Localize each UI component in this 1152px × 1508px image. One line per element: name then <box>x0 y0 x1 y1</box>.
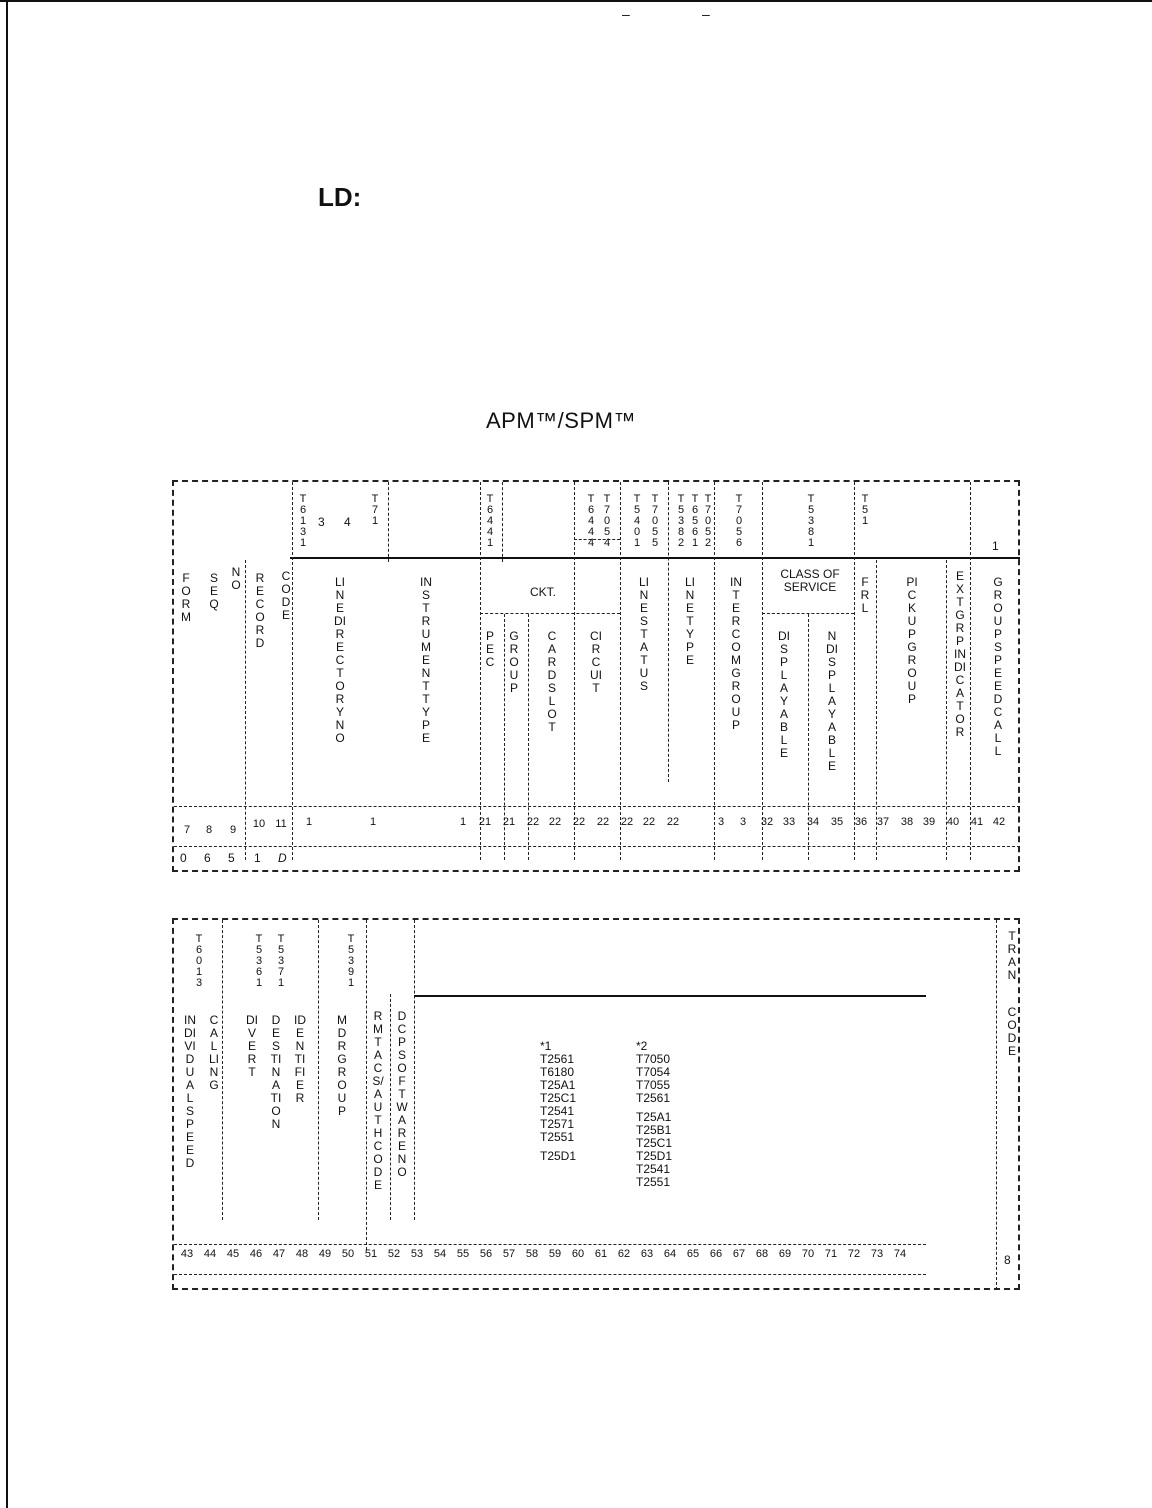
colnum: 21 <box>478 816 492 828</box>
lower-col-sep <box>222 920 223 1220</box>
colnum: 49 <box>318 1248 332 1260</box>
note1-list <box>540 1040 576 1163</box>
header-group-speed-call: GROUP SPEED CALL <box>993 575 1006 758</box>
colnum: 41 <box>970 816 984 828</box>
page-left-border <box>6 0 8 1508</box>
colnum: 66 <box>709 1248 723 1260</box>
colnum: 37 <box>876 816 890 828</box>
list-item: T25D1 <box>636 1149 673 1163</box>
header-record: RECORD <box>255 571 265 650</box>
header-pec: PEC <box>485 629 495 669</box>
lower-col-sep <box>390 994 391 1220</box>
header-code: CODE <box>1007 1005 1017 1058</box>
list-item: T25A1 <box>540 1078 576 1092</box>
prefilled-6: 6 <box>204 851 211 865</box>
colnum: 50 <box>341 1248 355 1260</box>
colnum: 57 <box>502 1248 516 1260</box>
upper-col-sep <box>388 482 389 562</box>
colnum: 58 <box>525 1248 539 1260</box>
colnum: 42 <box>992 816 1006 828</box>
header-line-directory-no: LINE DIRECTORY NO <box>334 575 348 745</box>
tcode-t6444: T6444 <box>587 493 595 549</box>
colnum: 3 <box>739 816 747 828</box>
colnum: 38 <box>900 816 914 828</box>
tcode-t5371: T5371 <box>277 933 285 989</box>
lower-numbers-bottom <box>174 1274 926 1275</box>
colnum: 36 <box>854 816 868 828</box>
list-item: T2551 <box>636 1175 671 1189</box>
prefilled-0: 0 <box>180 851 187 865</box>
page-top-border <box>0 0 1152 2</box>
header-individual-speed: INDIVIDUAL SPEED <box>184 1013 197 1170</box>
t6444-box-line <box>574 539 620 540</box>
colnum: 33 <box>782 816 796 828</box>
prefilled-d: D <box>278 851 287 865</box>
colnum: 74 <box>893 1248 907 1260</box>
tcode-t5381: T5381 <box>807 493 815 549</box>
tcode-t7056: T7056 <box>735 493 743 549</box>
colnum: 1 <box>305 816 313 828</box>
lower-tcode-underline <box>414 995 926 997</box>
list-item: T25C1 <box>540 1091 577 1105</box>
colnum: 39 <box>922 816 936 828</box>
header-calling: CALLING <box>208 1013 219 1092</box>
tcode-t51: T51 <box>861 493 869 527</box>
ld-label: LD: <box>318 182 362 212</box>
colnum: 34 <box>806 816 820 828</box>
note2-label: *2 <box>636 1039 648 1053</box>
colnum: 10 <box>252 818 266 830</box>
colnum: 40 <box>946 816 960 828</box>
tcode-4: 4 <box>344 515 351 529</box>
page-title: APM™/SPM™ <box>486 408 636 433</box>
colnum: 44 <box>203 1248 217 1260</box>
colnum: 62 <box>617 1248 631 1260</box>
colnum: 61 <box>594 1248 608 1260</box>
ckt-underline <box>480 613 620 614</box>
colnum: 3 <box>717 816 725 828</box>
list-item: T2561 <box>540 1052 575 1066</box>
header-line-type: LINE TYPE <box>684 575 698 667</box>
header-mdr-group: MDR GROUP <box>337 1013 350 1118</box>
header-instrument-type: INSTRUMENT TYPE <box>420 575 433 745</box>
upper-col-sep <box>480 482 481 860</box>
upper-col-sep <box>970 482 971 860</box>
colnum: 9 <box>229 824 237 836</box>
header-circuit: CIRCUIT <box>590 629 602 695</box>
colnum: 54 <box>433 1248 447 1260</box>
tcode-3: 3 <box>318 515 325 529</box>
upper-col-sep <box>714 482 715 860</box>
header-no: NO <box>231 565 241 592</box>
colnum: 53 <box>410 1248 424 1260</box>
colnum: 22 <box>526 816 540 828</box>
colnum: 69 <box>778 1248 792 1260</box>
list-item: T25D1 <box>540 1149 577 1163</box>
colnum: 32 <box>760 816 774 828</box>
list-item: T7055 <box>636 1078 671 1092</box>
lower-col-numbers <box>176 1248 936 1274</box>
list-item: T2571 <box>540 1117 575 1131</box>
colnum: 55 <box>456 1248 470 1260</box>
header-class-of-service: CLASS OF SERVICE <box>780 567 840 594</box>
tcode-t7052: T7052 <box>704 493 712 549</box>
list-item: T2541 <box>540 1104 575 1118</box>
colnum: 70 <box>801 1248 815 1260</box>
colnum: 59 <box>548 1248 562 1260</box>
colnum: 64 <box>663 1248 677 1260</box>
colnum: 60 <box>571 1248 585 1260</box>
header-group: GROUP <box>509 629 519 695</box>
upper-tcode-underline <box>290 557 1020 559</box>
colnum: 7 <box>183 824 191 836</box>
note2-list <box>636 1040 672 1189</box>
list-item: T25A1 <box>636 1110 672 1124</box>
header-n-displayable: N DISPLAYABLE <box>826 629 840 773</box>
tcode-t6131: T6131 <box>299 493 307 549</box>
colnum: 68 <box>755 1248 769 1260</box>
list-item: T7050 <box>636 1052 671 1066</box>
tcode-1: 1 <box>992 539 999 553</box>
tcode-t5401: T5401 <box>633 493 641 549</box>
colnum: 72 <box>847 1248 861 1260</box>
colnum: 45 <box>226 1248 240 1260</box>
header-pickup-group: PICKUP GROUP <box>906 575 920 706</box>
upper-col-numbers <box>180 816 1020 842</box>
lower-numbers-top <box>174 1244 926 1245</box>
colnum: 21 <box>502 816 516 828</box>
prefilled-5: 5 <box>228 851 235 865</box>
upper-col-sep <box>668 482 669 782</box>
lower-col-sep <box>366 920 367 1250</box>
colnum: 11 <box>275 818 287 830</box>
colnum: 63 <box>640 1248 654 1260</box>
header-code: CODE <box>281 569 291 622</box>
header-line-status: LINE STATUS <box>638 575 652 693</box>
tcode-t5361: T5361 <box>255 933 263 989</box>
colnum: 8 <box>205 824 213 836</box>
upper-col-sep <box>502 482 503 562</box>
colnum: 65 <box>686 1248 700 1260</box>
colnum: 22 <box>666 816 680 828</box>
tcode-t6013: T6013 <box>195 933 203 989</box>
note1-label: *1 <box>540 1039 552 1053</box>
upper-col-sep <box>620 482 621 860</box>
colnum: 22 <box>596 816 610 828</box>
lower-col-sep <box>996 920 997 1290</box>
header-card-slot: CARD SLOT <box>547 629 560 734</box>
cos-underline <box>762 613 854 614</box>
colnum: 51 <box>364 1248 378 1260</box>
list-item: T25C1 <box>636 1136 673 1150</box>
lower-col-sep <box>414 920 415 1220</box>
list-item: T7054 <box>636 1065 671 1079</box>
header-ckt: CKT. <box>530 585 557 599</box>
upper-col-sep <box>854 482 855 860</box>
last-col-number: 8 <box>1004 1253 1011 1267</box>
prefilled-1: 1 <box>254 851 261 865</box>
upper-col-sep <box>245 560 246 860</box>
upper-col-sep <box>876 560 877 860</box>
header-intercom-group: INTERCOM GROUP <box>730 575 745 732</box>
list-item: T2541 <box>636 1162 671 1176</box>
colnum: 22 <box>548 816 562 828</box>
header-form: FORM <box>181 571 191 624</box>
list-item: T6180 <box>540 1065 575 1079</box>
upper-col-sep <box>946 560 947 860</box>
upper-col-sep <box>762 482 763 860</box>
header-frl: FRL <box>860 575 870 615</box>
tcode-t6441: T6441 <box>486 493 494 549</box>
tcode-t7055: T7055 <box>651 493 659 549</box>
colnum: 1 <box>369 816 377 828</box>
tcode-t7054: T7054 <box>603 493 611 549</box>
colnum: 73 <box>870 1248 884 1260</box>
header-destination: DESTINATION <box>270 1013 282 1131</box>
upper-col-sep <box>292 482 293 860</box>
upper-numbers-bottom <box>174 846 1020 847</box>
colnum: 52 <box>387 1248 401 1260</box>
list-item: T25B1 <box>636 1123 672 1137</box>
header-divert: DIVERT <box>246 1013 258 1079</box>
colnum: 67 <box>732 1248 746 1260</box>
list-item: T2551 <box>540 1130 575 1144</box>
list-item: T2561 <box>636 1091 671 1105</box>
header-identifier: IDENTIFIER <box>294 1013 306 1105</box>
tcode-t5382: T5382 <box>677 493 685 549</box>
colnum: 71 <box>824 1248 838 1260</box>
colnum: 43 <box>180 1248 194 1260</box>
top-mark-right: – <box>702 6 710 22</box>
header-displayable: DISPLAYABLE <box>778 629 790 760</box>
upper-numbers-top <box>174 806 1020 807</box>
top-mark-left: – <box>622 6 630 22</box>
header-seq: SEQ <box>209 571 219 611</box>
colnum: 35 <box>830 816 844 828</box>
colnum: 22 <box>620 816 634 828</box>
header-tran: TRAN <box>1007 929 1017 982</box>
colnum: 56 <box>479 1248 493 1260</box>
colnum: 22 <box>642 816 656 828</box>
header-ext-grp-indicator: EXT GRP INDICATOR <box>954 569 968 739</box>
lower-col-sep <box>318 920 319 1220</box>
colnum: 47 <box>272 1248 286 1260</box>
colnum: 46 <box>249 1248 263 1260</box>
tcode-t5391: T5391 <box>347 933 355 989</box>
tcode-t71: T71 <box>371 493 379 527</box>
header-rmt-acs-auth-code: RMT ACS/AUTH CODE <box>372 1009 386 1192</box>
header-dcp-software-no: DCP SOFTWARE NO <box>396 1009 410 1179</box>
colnum: 48 <box>295 1248 309 1260</box>
colnum: 22 <box>572 816 586 828</box>
tcode-t6561: T6561 <box>691 493 699 549</box>
colnum: 1 <box>459 816 467 828</box>
